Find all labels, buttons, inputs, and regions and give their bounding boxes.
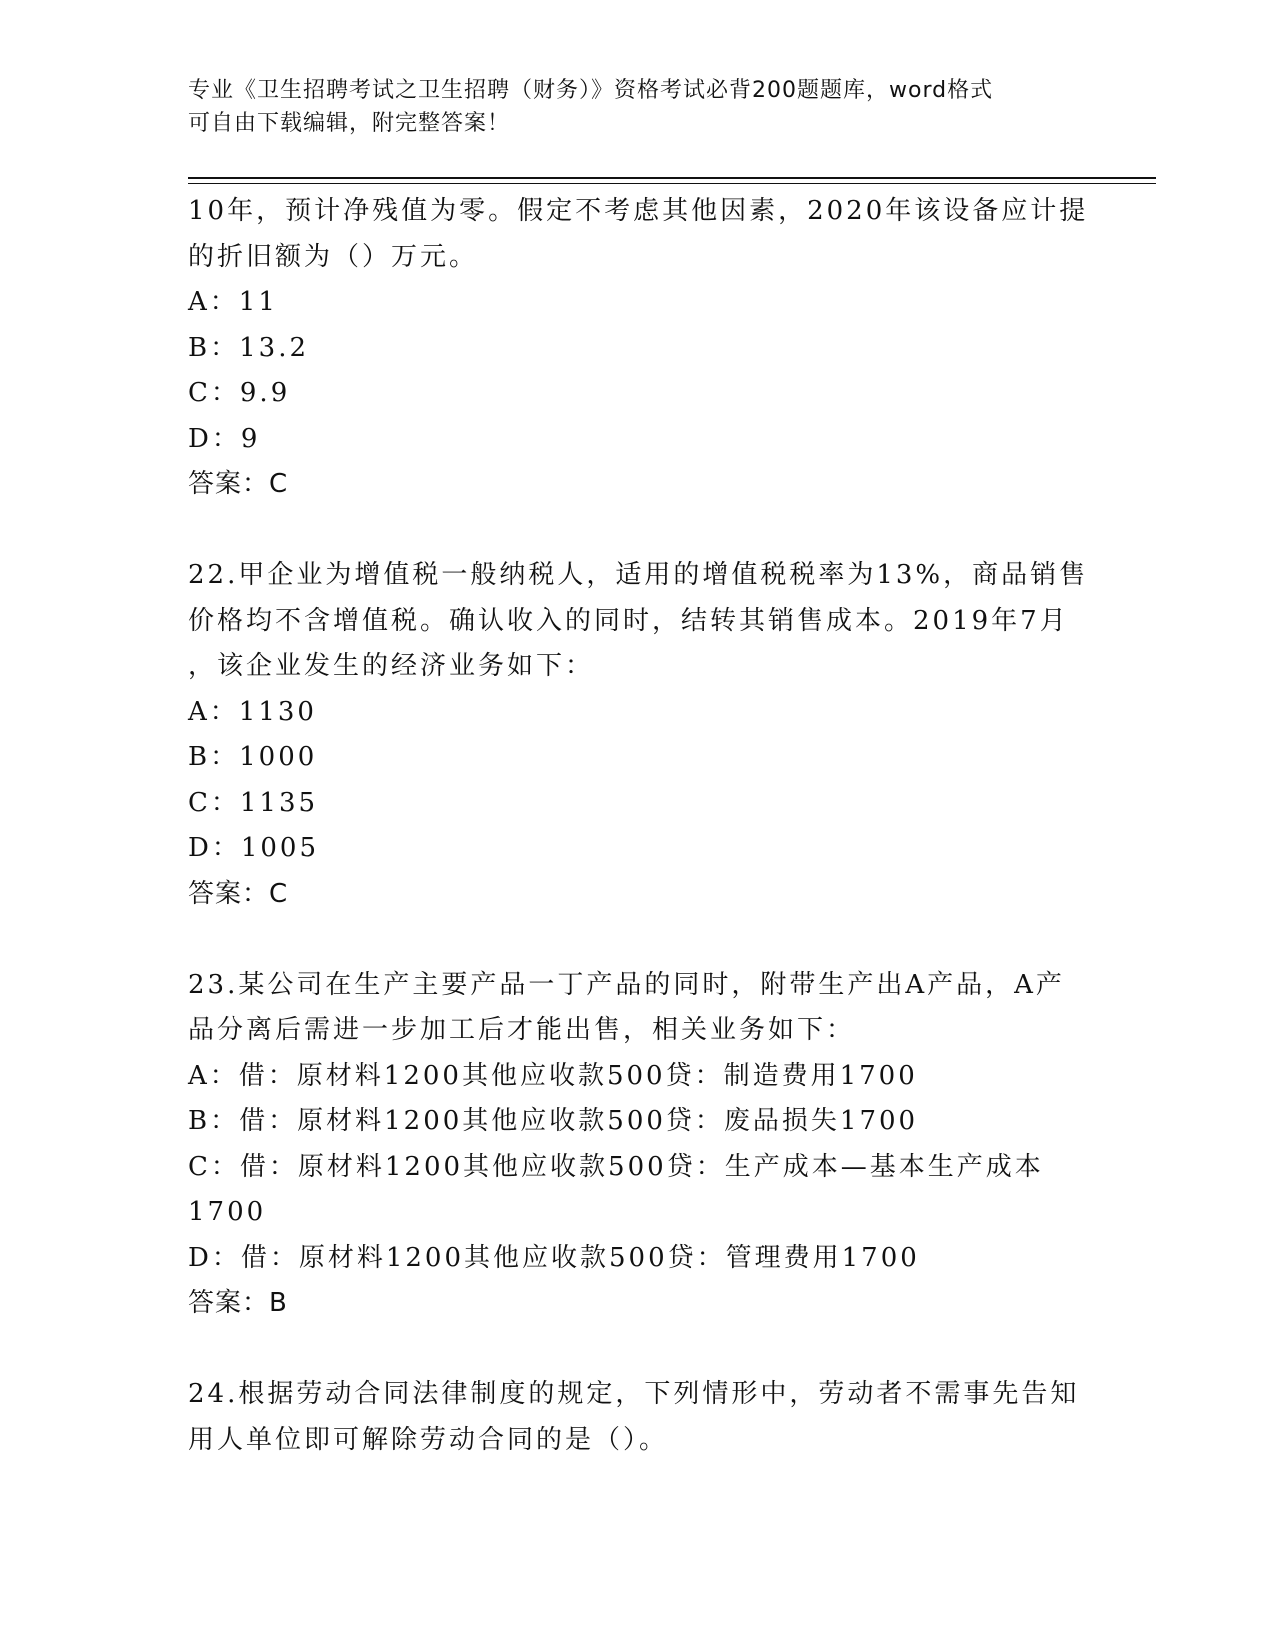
question-21-answer: 答案：C <box>188 469 289 499</box>
question-24-stem-line-1: 24.根据劳动合同法律制度的规定，下列情形中，劳动者不需事先告知 <box>188 1379 1080 1409</box>
question-23-option-d: D：借：原材料1200其他应收款500贷：管理费用1700 <box>188 1242 920 1273</box>
question-spacer <box>188 917 1088 963</box>
question-23-stem-line-2: 品分离后需进一步加工后才能出售，相关业务如下： <box>188 1015 856 1045</box>
question-22-stem-line-3: ，该企业发生的经济业务如下： <box>188 651 595 681</box>
question-22-stem-line-1: 22.甲企业为增值税一般纳税人，适用的增值税税率为13%，商品销售 <box>188 560 1089 590</box>
question-21 <box>188 189 1088 508</box>
question-24-stem-line-2: 用人单位即可解除劳动合同的是（）。 <box>188 1424 669 1455</box>
question-spacer <box>188 508 1088 554</box>
header-title-line-2: 可自由下载编辑，附完整答案！ <box>188 111 511 136</box>
question-22-option-a: A：1130 <box>188 696 317 727</box>
question-22-option-c: C：1135 <box>188 787 319 818</box>
question-23-option-b: B：借：原材料1200其他应收款500贷：废品损失1700 <box>188 1106 919 1136</box>
question-23-stem-line-1: 23.某公司在生产主要产品一丁产品的同时，附带生产出A产品，A产 <box>188 969 1065 1000</box>
question-22-option-b: B：1000 <box>188 742 318 772</box>
question-21-option-c: C：9.9 <box>188 378 291 408</box>
question-24 <box>188 1372 1088 1463</box>
question-23-option-a: A：借：原材料1200其他应收款500贷：制造费用1700 <box>188 1060 918 1091</box>
question-21-option-b: B：13.2 <box>188 332 309 363</box>
question-21-stem-line-2: 的折旧额为（）万元。 <box>188 241 479 272</box>
question-21-option-a: A：11 <box>188 287 278 317</box>
document-header <box>188 74 1068 140</box>
question-22 <box>188 553 1088 917</box>
question-23-option-c-line-2: 1700 <box>188 1197 267 1227</box>
question-21-option-d: D：9 <box>188 423 261 454</box>
question-21-stem-line-1: 10年，预计净残值为零。假定不考虑其他因素，2020年该设备应计提 <box>188 196 1089 226</box>
header-divider-thick <box>188 177 1156 179</box>
question-23-option-c-line-1: C：借：原材料1200其他应收款500贷：生产成本—基本生产成本 <box>188 1151 1044 1182</box>
document-body <box>188 189 1088 1463</box>
header-divider-thin <box>188 183 1156 184</box>
question-22-stem-line-2: 价格均不含增值税。确认收入的同时，结转其销售成本。2019年7月 <box>188 605 1069 636</box>
question-23-answer: 答案：B <box>188 1288 288 1318</box>
question-22-answer: 答案：C <box>188 878 289 909</box>
question-spacer <box>188 1327 1088 1373</box>
question-22-option-d: D：1005 <box>188 833 320 863</box>
header-title-line-1: 专业《卫生招聘考试之卫生招聘（财务）》资格考试必背200题题库，word格式 <box>188 78 994 103</box>
question-23 <box>188 963 1088 1327</box>
